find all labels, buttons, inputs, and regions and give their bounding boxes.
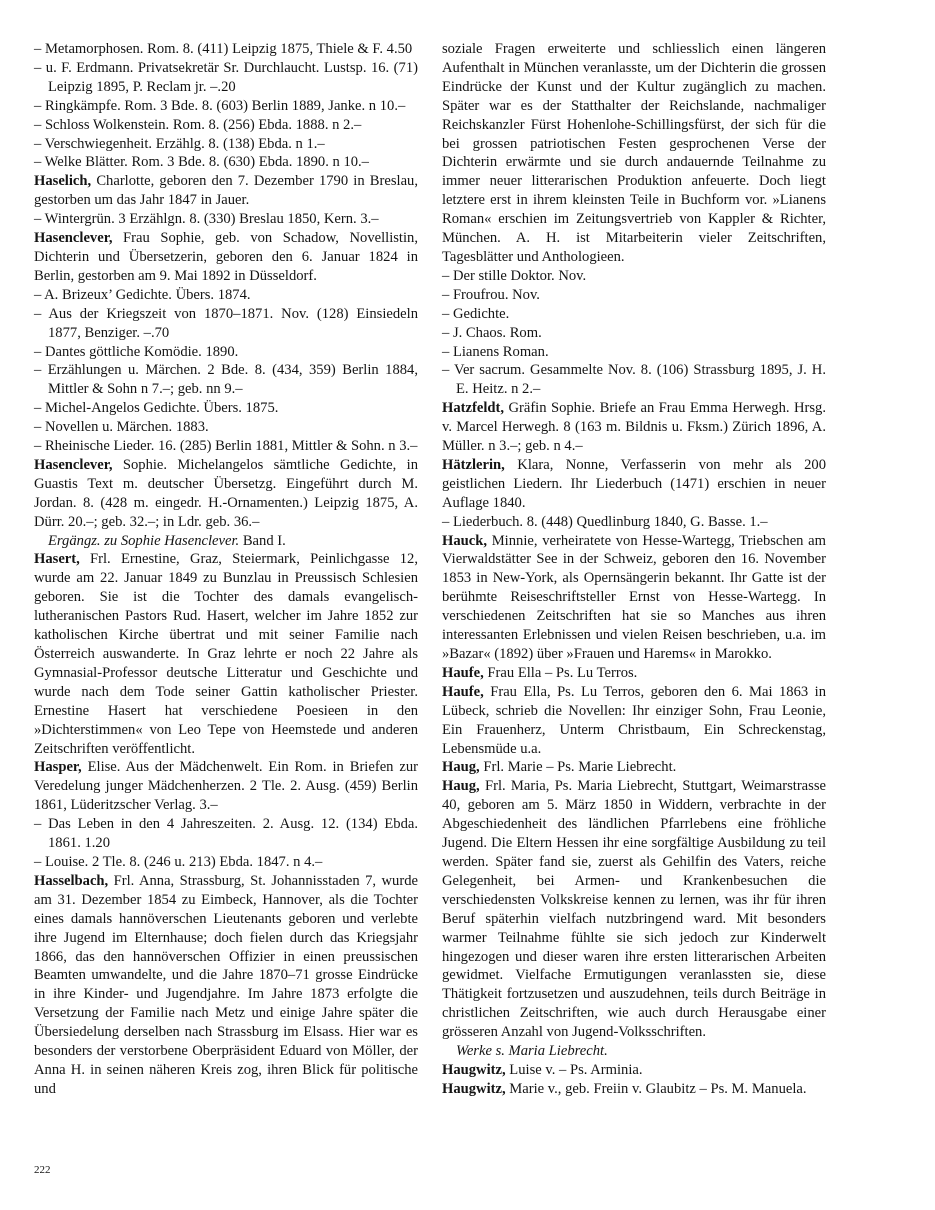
entry-headword: Haug, bbox=[442, 759, 480, 776]
entry-headword: Haufe, bbox=[442, 683, 484, 700]
work-item: – Dantes göttliche Komödie. 1890. bbox=[34, 343, 239, 360]
entry-paragraph bbox=[34, 758, 418, 815]
entry-headword: Hatzfeldt, bbox=[442, 400, 505, 417]
work-item: – Froufrou. Nov. bbox=[442, 286, 540, 303]
entry-text: Frl. Maria, Ps. Maria Liebrecht, Stuttgart, Weimarstrasse 40, geboren am 5. März 1850 in Widdern, verbrachte in der Abgeschiedenheit des ländlichen Pfarrlebens eine fröhliche Jugend. Die Eltern Hessen ihr eine sorgfältige Ausbildung zu teil werden. Später fand sie, zuerst als Gehilfin des Vaters, reiche Gelegenheit, bei Armen- und Krankenbesuchen die verschiedensten Volkskreise kennen zu lernen, was ihr für ihren Beruf späterhin vielfach nutzbringend ward. Mit besonders warmer Teilnahme fühlte sie sich jedoch zur Kinderwelt hingezogen und dieser waren ihre ersten litterarischen Arbeiten gewidmet. Vielfache Ermutigungen veranlassten sie, diese Thätigkeit fortzusetzen und auszudehnen, teils durch Beiträge in christlichen Zeitschriften, wie auch durch Herausgabe einer grösseren Anzahl von Jugend-Volksschriften. bbox=[442, 778, 826, 1041]
note-tail: Band I. bbox=[239, 532, 286, 549]
entry-headword: Hasenclever, bbox=[34, 456, 113, 473]
entry-text: Frl. Marie – Ps. Marie Liebrecht. bbox=[479, 759, 677, 776]
entry-text: soziale Fragen erweiterte und schliesslich einen längeren Aufenthalt in München veranlasste, um der Dichterin die grossen Eindrücke der Kunst und der Kultur zugänglich zu machen. Später war es der Statthalter der Reichslande, nachmaliger Reichskanzler Fürst Hohenlohe-Schillingsfürst, der sich für die bei grossen patriotischen Festen gesprochenen Verse der Dichterin erwärmte und sie durch andauernde Teilnahme zu immer neuer litterarischen Produktion anfeuerte. Doch liegt letztere erst in ihrem kleinsten Teile in Buchform vor. »Lianens Roman« erschien im Zeitungsvertrieb von Kappler & Richter, München. A. H. ist Mitarbeiterin vieler Zeitschriften, Tagesblätter und Anthologieen. bbox=[442, 41, 826, 265]
entry-headword: Hasselbach, bbox=[34, 872, 109, 889]
entry-headword: Haugwitz, bbox=[442, 1080, 506, 1097]
work-item: – Michel-Angelos Gedichte. Übers. 1875. bbox=[34, 400, 279, 417]
entry-text: Frau Sophie, geb. von Schadow, Novellistin, Dichterin und Übersetzerin, geboren den 6. Januar 1824 in Berlin, gestorben am 9. Mai 1892 in Düsseldorf. bbox=[34, 230, 418, 284]
cross-reference-note bbox=[442, 1042, 826, 1061]
entry-text: Frl. Anna, Strassburg, St. Johannisstaden 7, wurde am 31. Dezember 1854 zu Eimbeck, Hannover, als die Tochter eines damals hannöverschen Lieutenants geboren und verlebte ihre Jugend im Elternhause; doch fielen durch das Kriegsjahr 1866, das den hannöverschen Offizier in einen preussischen Beamten umwandelte, und die Jahre 1870–71 grosse Eindrücke in ihre Kinder- und Jugendjahre. Im Jahre 1873 erfolgte die Versetzung der Familie nach Metz und einige Jahre später die Übersiedelung derselben nach Strassburg im Elsass. Hier war es besonders der verstorbene Oberpräsident Eduard von Möller, der Anna H. in seinen näheren Kreis zog, ihren Blick für politische und bbox=[34, 872, 418, 1097]
entry-paragraph bbox=[442, 532, 826, 664]
entry-headword: Hasert, bbox=[34, 551, 80, 568]
entry-paragraph bbox=[442, 758, 826, 777]
entry-text: Gräfin Sophie. Briefe an Frau Emma Herwegh. Hrsg. v. Marcel Herwegh. 8 (163 m. Bildnis u. Fksm.) Zürich 1896, A. Müller. n 3.–; geb. n 4.– bbox=[442, 400, 826, 455]
note-text: Ergängz. zu Sophie Hasenclever. bbox=[48, 532, 240, 549]
entry-text: Sophie. Michelangelos sämtliche Gedichte, in Guastis Text m. deutscher Übersetzg. Eingeführt durch M. Jordan. 8. (428 m. eingedr. H.-Ornamenten.) Leipzig 1875, A. Dürr. 20.–; geb. 32.–; in Ldr. geb. 36.– bbox=[34, 456, 418, 530]
right-column bbox=[442, 40, 826, 1099]
work-item: – Novellen u. Märchen. 1883. bbox=[34, 419, 209, 436]
note-text: Werke s. Maria Liebrecht. bbox=[456, 1043, 608, 1060]
entry-text: Frau Ella – Ps. Lu Terros. bbox=[483, 664, 638, 681]
entry-text: Elise. Aus der Mädchenwelt. Ein Rom. in Briefen zur Veredelung junger Mädchenherzen. 2 Tle. 2. Ausg. (459) Berlin 1861, Lüderitzscher Verlag. 3.– bbox=[34, 759, 418, 814]
work-item: – Gedichte. bbox=[442, 305, 510, 322]
entry-headword: Hätzlerin, bbox=[442, 456, 505, 473]
entry-headword: Haugwitz, bbox=[442, 1061, 506, 1078]
cross-reference-note bbox=[34, 532, 418, 551]
entry-paragraph bbox=[442, 1080, 826, 1099]
work-item: – A. Brizeux’ Gedichte. Übers. 1874. bbox=[34, 286, 251, 303]
entry-paragraph bbox=[442, 777, 826, 1042]
work-item: – Welke Blätter. Rom. 3 Bde. 8. (630) Ebda. 1890. n 10.– bbox=[34, 154, 369, 171]
entry-paragraph bbox=[442, 456, 826, 513]
entry-headword: Haug, bbox=[442, 778, 480, 795]
work-item: – u. F. Erdmann. Privatsekretär Sr. Durchlaucht. Lustsp. 16. (71) Leipzig 1895, P. Reclam jr. –.20 bbox=[34, 59, 418, 95]
entry-headword: Hauck, bbox=[442, 532, 488, 549]
entry-headword: Hasper, bbox=[34, 759, 82, 776]
entry-headword: Haufe, bbox=[442, 664, 484, 681]
work-item: – Lianens Roman. bbox=[442, 343, 549, 360]
work-item: – Liederbuch. 8. (448) Quedlinburg 1840, G. Basse. 1.– bbox=[442, 513, 768, 530]
page-number: 222 bbox=[34, 1164, 51, 1176]
entry-text: Marie v., geb. Freiin v. Glaubitz – Ps. M. Manuela. bbox=[505, 1080, 807, 1097]
work-item: – Rheinische Lieder. 16. (285) Berlin 1881, Mittler & Sohn. n 3.– bbox=[34, 438, 418, 455]
entry-text: Klara, Nonne, Verfasserin von mehr als 200 geistlichen Liedern. Ihr Liederbuch (1471) erschien in neuer Auflage 1840. bbox=[442, 456, 826, 511]
left-column bbox=[34, 40, 418, 1099]
work-item: – Erzählungen u. Märchen. 2 Bde. 8. (434, 359) Berlin 1884, Mittler & Sohn n 7.–; geb. nn 9.– bbox=[34, 362, 418, 398]
entry-text: Charlotte, geboren den 7. Dezember 1790 in Breslau, gestorben um das Jahr 1847 in Jauer. bbox=[34, 173, 418, 209]
entry-paragraph bbox=[442, 1061, 826, 1080]
work-item: – Verschwiegenheit. Erzählg. 8. (138) Ebda. n 1.– bbox=[34, 135, 325, 152]
entry-paragraph bbox=[34, 456, 418, 532]
work-item: – Louise. 2 Tle. 8. (246 u. 213) Ebda. 1847. n 4.– bbox=[34, 853, 323, 870]
entry-paragraph bbox=[34, 229, 418, 286]
work-item: – Ver sacrum. Gesammelte Nov. 8. (106) Strassburg 1895, J. H. E. Heitz. n 2.– bbox=[442, 362, 826, 398]
work-item: – Ringkämpfe. Rom. 3 Bde. 8. (603) Berlin 1889, Janke. n 10.– bbox=[34, 97, 406, 114]
work-item: – Metamorphosen. Rom. 8. (411) Leipzig 1875, Thiele & F. 4.50 bbox=[34, 41, 413, 57]
entry-paragraph bbox=[34, 172, 418, 210]
entry-headword: Haselich, bbox=[34, 173, 92, 190]
work-item: – Der stille Doktor. Nov. bbox=[442, 267, 587, 284]
entry-text: Luise v. – Ps. Arminia. bbox=[505, 1061, 643, 1078]
entry-text: Minnie, verheiratete von Hesse-Wartegg, Triebschen am Vierwaldstätter See in der Schweiz, geboren den 16. November 1853 in New-York, als Opernsängerin bekannt. Ihr Gatte ist der berühmte Reiseschriftsteller Ernst von Hesse-Wartegg. In verschiedenen Zeitschriften hat sie so Manches aus ihren interessanten Erlebnissen und vielen Reisen beschrieben, u.a. im »Bazar« (1892) über »Frauen und Harems« in Marokko. bbox=[442, 532, 826, 662]
entry-paragraph bbox=[442, 683, 826, 759]
entry-paragraph bbox=[442, 40, 826, 267]
entry-paragraph bbox=[34, 872, 418, 1099]
entry-paragraph bbox=[442, 399, 826, 456]
entry-text: Frl. Ernestine, Graz, Steiermark, Peinlichgasse 12, wurde am 22. Januar 1849 zu Bunzlau in Preussisch Schlesien geboren. Sie ist die Tochter des damals evangelisch-lutheranischen Pastors Rud. Hasert, welcher im Jahre 1852 zur katholischen Kirche übertrat und mit seiner Familie nach Österreich auswanderte. In Graz lehrte er noch 22 Jahre als Gymnasial-Professor deutsche Litteratur und Geschichte und wurde nach dem Tode seiner Gattin katholischer Priester. Ernestine Hasert hat verschiedene Poesieen in den »Dichterstimmen« von Leo Tepe von Heemstede und anderen Zeitschriften veröffentlicht. bbox=[34, 551, 418, 757]
entry-text: Frau Ella, Ps. Lu Terros, geboren den 6. Mai 1863 in Lübeck, schrieb die Novellen: Ihr einziger Sohn, Frau Leonie, Ein Frauenherz, Unterm Christbaum, Ein Schreckenstag, Lebensmüde u.a. bbox=[442, 683, 826, 757]
entry-paragraph bbox=[442, 664, 826, 683]
work-item: – Das Leben in den 4 Jahreszeiten. 2. Ausg. 12. (134) Ebda. 1861. 1.20 bbox=[34, 816, 418, 852]
work-item: – J. Chaos. Rom. bbox=[442, 324, 542, 341]
entry-headword: Hasenclever, bbox=[34, 230, 113, 247]
work-item: – Schloss Wolkenstein. Rom. 8. (256) Ebda. 1888. n 2.– bbox=[34, 116, 362, 133]
entry-paragraph bbox=[34, 550, 418, 758]
work-item: – Aus der Kriegszeit von 1870–1871. Nov. (128) Einsiedeln 1877, Benziger. –.70 bbox=[34, 305, 418, 341]
work-item: – Wintergrün. 3 Erzählgn. 8. (330) Breslau 1850, Kern. 3.– bbox=[34, 211, 379, 228]
